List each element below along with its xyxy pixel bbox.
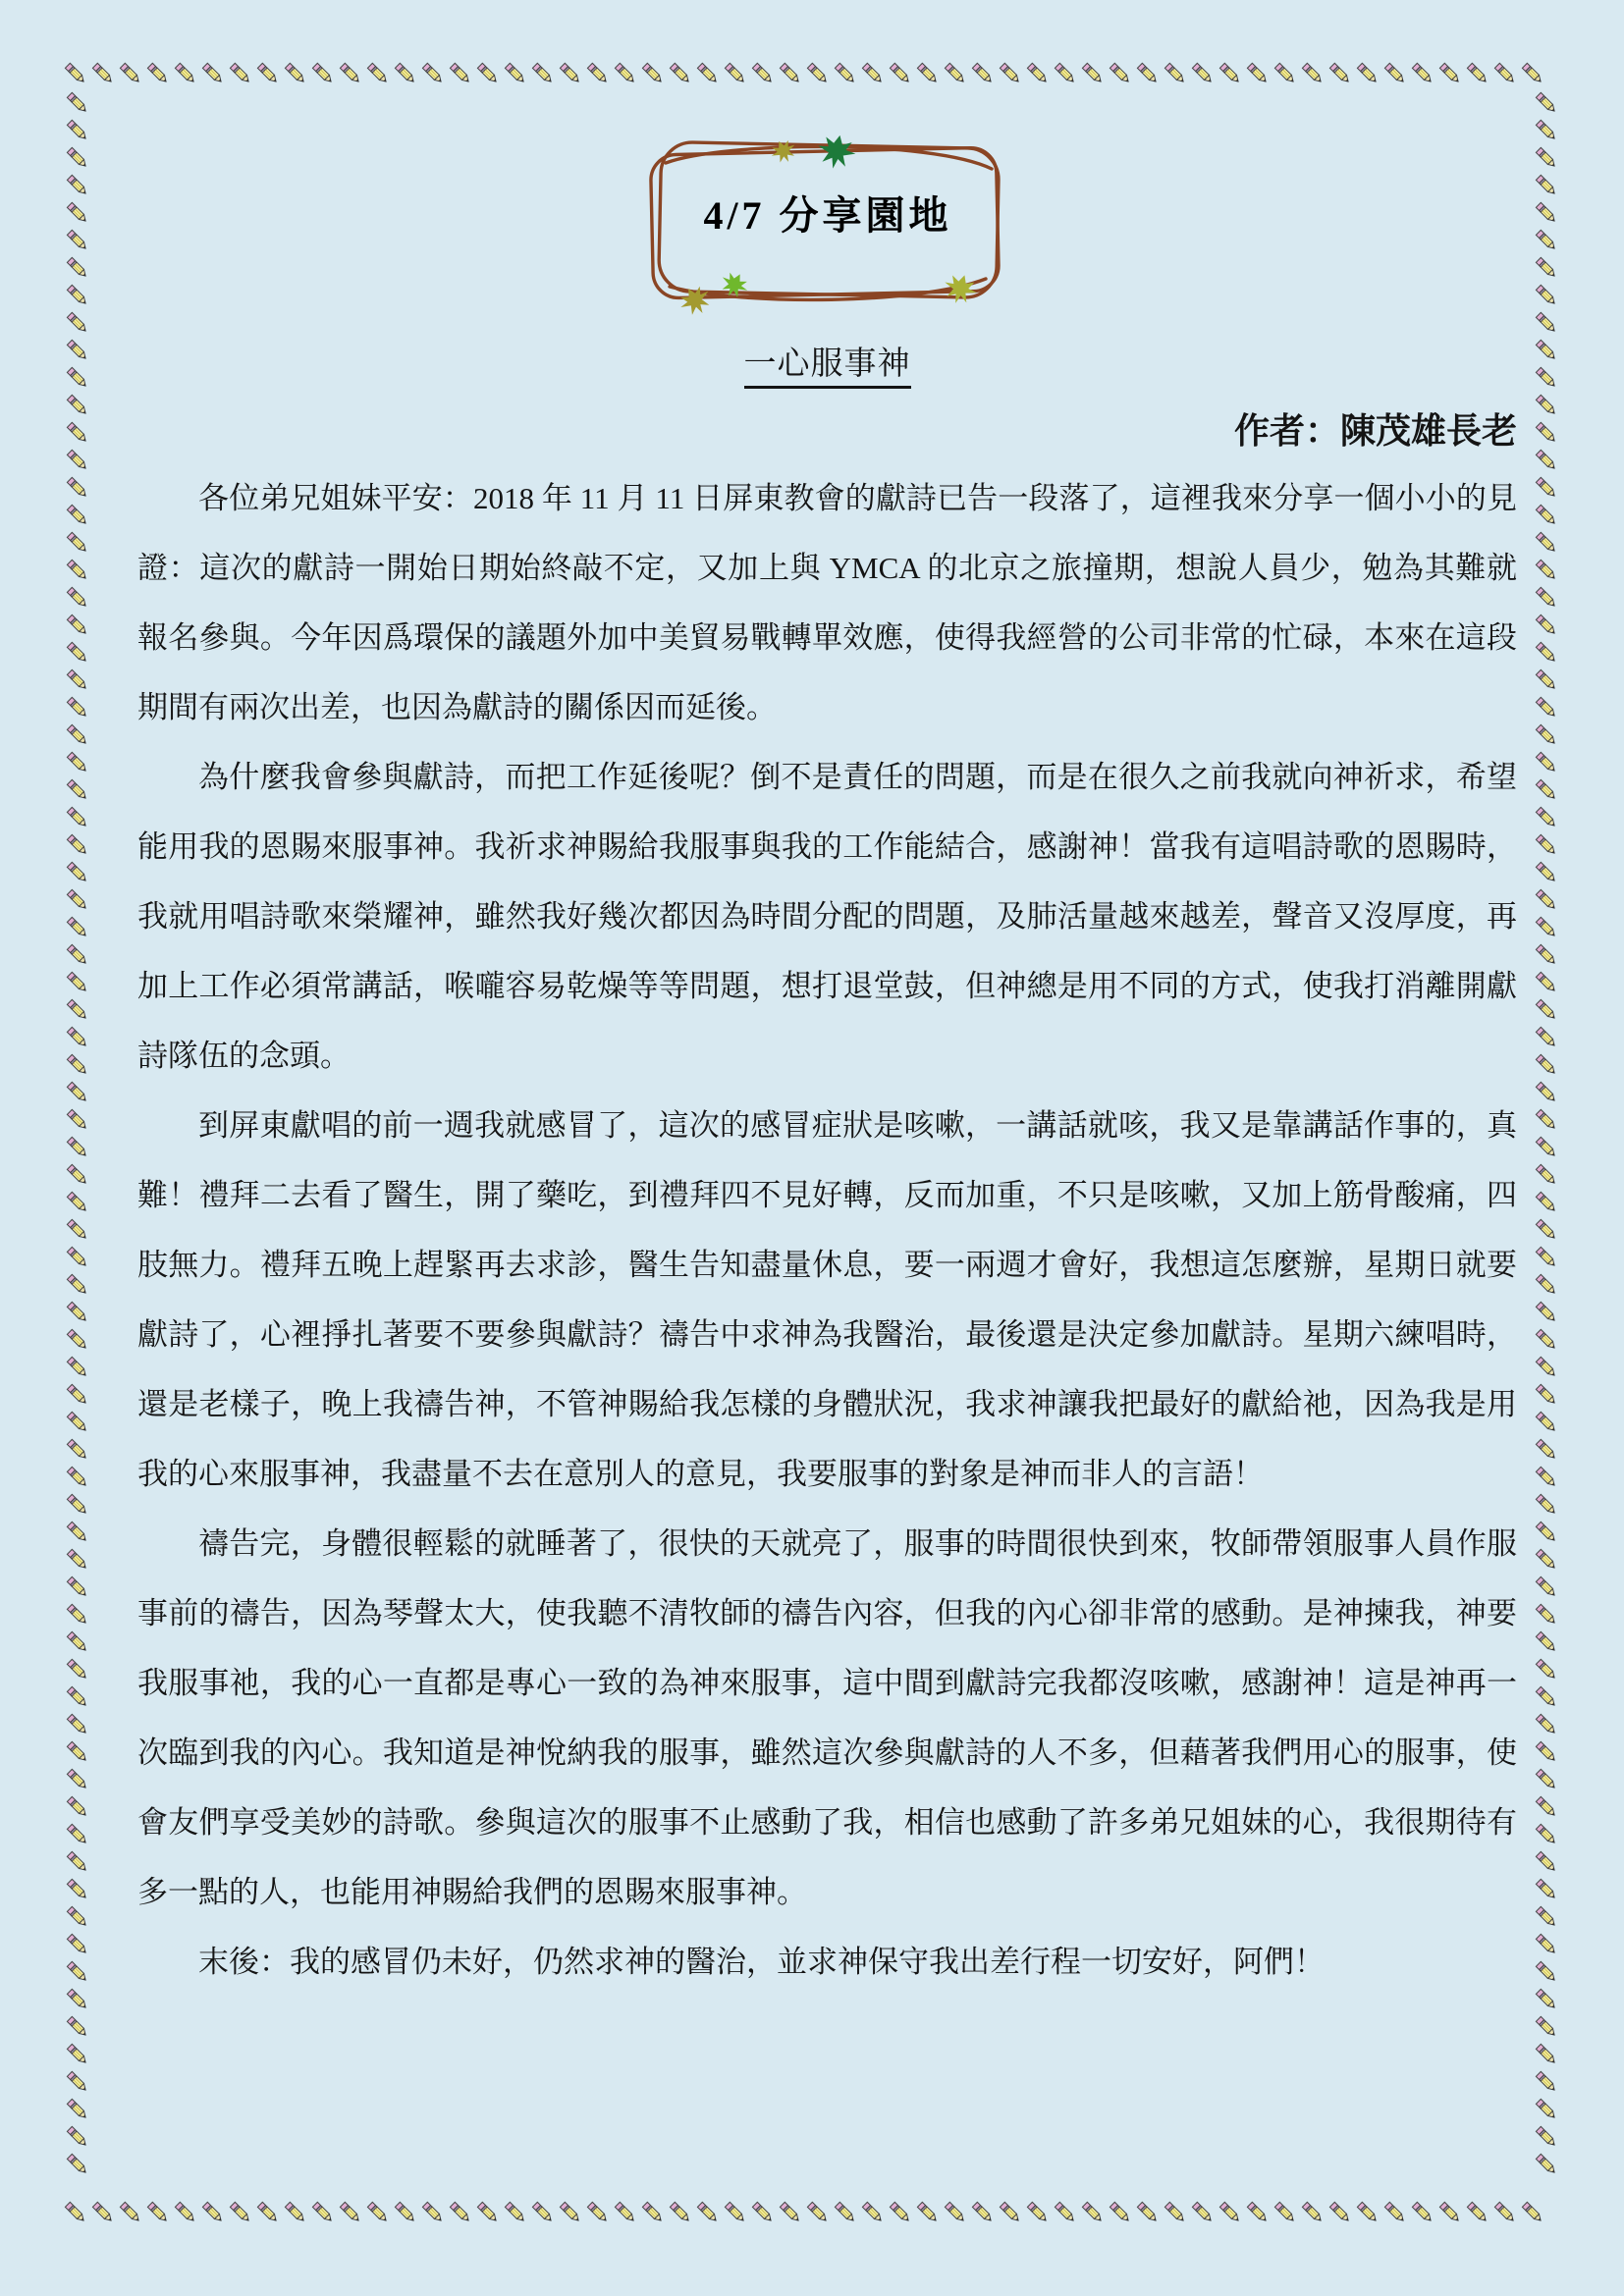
pencil-icon <box>65 613 90 638</box>
pencil-icon <box>1534 2042 1559 2067</box>
pencil-icon <box>65 1492 90 1518</box>
pencil-icon <box>1534 2097 1559 2122</box>
pencil-icon <box>1534 1904 1559 1930</box>
pencil-icon <box>65 1657 90 1682</box>
pencil-icon <box>145 61 171 86</box>
pencil-icon <box>65 1107 90 1133</box>
pencil-icon <box>1534 1987 1559 2012</box>
pencil-icon <box>998 2200 1023 2225</box>
pencil-icon <box>448 61 473 86</box>
pencil-icon <box>1534 667 1559 693</box>
pencil-icon <box>1534 860 1559 885</box>
pencil-icon <box>1410 61 1435 86</box>
pencil-icon <box>63 2200 88 2225</box>
pencil-icon <box>750 2200 776 2225</box>
pencil-icon <box>1534 365 1559 391</box>
pencil-icon <box>805 2200 831 2225</box>
pencil-icon <box>1534 997 1559 1023</box>
pencil-icon <box>65 942 90 968</box>
pencil-icon <box>1534 1217 1559 1243</box>
pencil-icon <box>1534 1080 1559 1105</box>
pencil-icon <box>65 2124 90 2150</box>
pencil-icon <box>65 1739 90 1765</box>
pencil-icon <box>1534 1492 1559 1518</box>
pencil-icon <box>65 283 90 308</box>
pencil-icon <box>1163 2200 1188 2225</box>
pencil-icon <box>90 61 116 86</box>
pencil-border-right <box>1534 90 1559 2201</box>
pencil-icon <box>1355 61 1380 86</box>
pencil-icon <box>1534 640 1559 666</box>
pencil-icon <box>1272 61 1298 86</box>
pencil-icon <box>228 2200 253 2225</box>
pencil-icon <box>833 61 858 86</box>
pencil-icon <box>65 1849 90 1875</box>
pencil-icon <box>65 200 90 226</box>
pencil-icon <box>1108 2200 1133 2225</box>
pencil-icon <box>65 420 90 446</box>
pencil-icon <box>65 2097 90 2122</box>
title-frame <box>636 130 1019 318</box>
pencil-icon <box>1534 1300 1559 1325</box>
pencil-icon <box>558 61 583 86</box>
pencil-icon <box>1437 2200 1463 2225</box>
pencil-icon <box>65 1410 90 1435</box>
pencil-icon <box>65 832 90 858</box>
pencil-icon <box>915 61 941 86</box>
pencil-icon <box>943 61 968 86</box>
pencil-icon <box>1534 1190 1559 1215</box>
pencil-icon <box>1534 1410 1559 1435</box>
pencil-icon <box>65 1822 90 1847</box>
pencil-icon <box>65 1355 90 1380</box>
pencil-icon <box>1534 145 1559 171</box>
pencil-icon <box>1534 200 1559 226</box>
pencil-icon <box>640 2200 666 2225</box>
pencil-icon <box>1410 2200 1435 2225</box>
pencil-icon <box>173 2200 198 2225</box>
pencil-border-left <box>65 90 90 2201</box>
pencil-icon <box>393 61 418 86</box>
pencil-icon <box>65 1272 90 1298</box>
pencil-icon <box>1534 420 1559 446</box>
pencil-icon <box>65 310 90 336</box>
pencil-icon <box>1272 2200 1298 2225</box>
pencil-icon <box>1534 1052 1559 1078</box>
pencil-icon <box>1327 2200 1353 2225</box>
pencil-icon <box>65 1437 90 1463</box>
pencil-border-bottom <box>63 2200 1561 2225</box>
pencil-icon <box>65 1135 90 1160</box>
pencil-icon <box>1534 832 1559 858</box>
pencil-icon <box>1135 2200 1161 2225</box>
pencil-icon <box>1534 2124 1559 2150</box>
paragraph: 各位弟兄姐妹平安：2018 年 11 月 11 日屏東教會的獻詩已告一段落了，這裡我來分享一個小小的見證：這次的獻詩一開始日期始終敲不定，又加上與 YMCA 的北京之旅撞期，想說人員少，勉為其難就報名參與。今年因爲環保的議題外加中美貿易戰轉單效應，使得我經營的公司非常的忙碌，本來在這段期間有兩次出差，也因為獻詩的關係因而延後。 <box>137 481 1517 724</box>
pencil-icon <box>65 1520 90 1545</box>
pencil-icon <box>1053 2200 1078 2225</box>
pencil-icon <box>65 1025 90 1050</box>
pencil-icon <box>1382 61 1408 86</box>
pencil-icon <box>1218 2200 1243 2225</box>
pencil-icon <box>1327 61 1353 86</box>
pencil-icon <box>1534 255 1559 281</box>
pencil-icon <box>65 1712 90 1737</box>
pencil-icon <box>65 722 90 748</box>
pencil-icon <box>530 61 556 86</box>
pencil-icon <box>1534 448 1559 473</box>
pencil-icon <box>1520 61 1545 86</box>
pencil-icon <box>65 2014 90 2040</box>
pencil-icon <box>1534 1657 1559 1682</box>
pencil-icon <box>65 475 90 501</box>
pencil-icon <box>420 61 446 86</box>
pencil-icon <box>1190 61 1216 86</box>
pencil-icon <box>1534 1877 1559 1902</box>
pencil-icon <box>1534 1135 1559 1160</box>
paragraph: 到屏東獻唱的前一週我就感冒了，這次的感冒症狀是咳嗽，一講話就咳，我又是靠講話作事的，真難！禮拜二去看了醫生，開了藥吃，到禮拜四不見好轉，反而加重，不只是咳嗽，又加上筋骨酸痛，四肢無力。禮拜五晚上趕緊再去求診，醫生告知盡量休息，要一兩週才會好，我想這怎麼辦，星期日就要獻詩了，心裡掙扎著要不要參與獻詩？禱告中求神為我醫治，最後還是決定參加獻詩。星期六練唱時，還是老樣子，晚上我禱告神，不管神賜給我怎樣的身體狀況，我求神讓我把最好的獻給祂，因為我是用我的心來服事神，我盡量不去在意別人的意見，我要服事的對象是神而非人的言語！ <box>137 1108 1517 1491</box>
pencil-icon <box>365 2200 391 2225</box>
pencil-icon <box>65 2042 90 2067</box>
pencil-icon <box>1534 1575 1559 1600</box>
pencil-icon <box>65 2069 90 2095</box>
article-subtitle-text: 一心服事神 <box>744 347 911 389</box>
pencil-icon <box>65 1080 90 1105</box>
pencil-icon <box>1534 1382 1559 1408</box>
pencil-icon <box>310 2200 336 2225</box>
pencil-icon <box>200 2200 226 2225</box>
pencil-icon <box>1534 1162 1559 1188</box>
pencil-icon <box>915 2200 941 2225</box>
pencil-icon <box>1534 1739 1559 1765</box>
pencil-icon <box>65 1629 90 1655</box>
pencil-icon <box>1492 61 1518 86</box>
pencil-icon <box>1437 61 1463 86</box>
paragraph: 末後：我的感冒仍未好，仍然求神的醫治，並求神保守我出差行程一切安好，阿們！ <box>198 1945 1325 1979</box>
pencil-icon <box>65 1794 90 1820</box>
pencil-icon <box>1534 1932 1559 1957</box>
pencil-icon <box>1465 2200 1490 2225</box>
pencil-icon <box>65 585 90 611</box>
pencil-icon <box>1534 1822 1559 1847</box>
pencil-icon <box>65 145 90 171</box>
pencil-icon <box>1534 1437 1559 1463</box>
pencil-icon <box>1108 61 1133 86</box>
pencil-icon <box>200 61 226 86</box>
pencil-icon <box>65 118 90 143</box>
pencil-icon <box>65 1575 90 1600</box>
paragraph: 禱告完，身體很輕鬆的就睡著了，很快的天就亮了，服事的時間很快到來，牧師帶領服事人員作服事前的禱告，因為琴聲太大，使我聽不清牧師的禱告內容，但我的內心卻非常的感動。是神揀我，神要我服事祂，我的心一直都是專心一致的為神來服事，這中間到獻詩完我都沒咳嗽，感謝神！這是神再一次臨到我的內心。我知道是神悅納我的服事，雖然這次參與獻詩的人不多，但藉著我們用心的服事，使會友們享受美妙的詩歌。參與這次的服事不止感動了我，相信也感動了許多弟兄姐妹的心，我很期待有多一點的人，也能用神賜給我們的恩賜來服事神。 <box>137 1526 1517 1909</box>
pencil-icon <box>118 61 143 86</box>
pencil-icon <box>1534 1245 1559 1270</box>
pencil-icon <box>585 61 611 86</box>
pencil-icon <box>778 61 803 86</box>
page-title: 4/7 分享園地 <box>703 193 952 238</box>
pencil-icon <box>1534 1107 1559 1133</box>
pencil-icon <box>943 2200 968 2225</box>
pencil-icon <box>65 1217 90 1243</box>
pencil-icon <box>1534 558 1559 583</box>
pencil-icon <box>65 393 90 418</box>
pencil-icon <box>65 970 90 995</box>
pencil-icon <box>1534 228 1559 253</box>
pencil-icon <box>1534 1684 1559 1710</box>
pencil-icon <box>65 503 90 528</box>
pencil-icon <box>1534 1355 1559 1380</box>
paragraph: 為什麼我會參與獻詩，而把工作延後呢？倒不是責任的問題，而是在很久之前我就向神祈求，希望能用我的恩賜來服事神。我祈求神賜給我服事與我的工作能結合，感謝神！當我有這唱詩歌的恩賜時，我就用唱詩歌來榮耀神，雖然我好幾次都因為時間分配的問題，及肺活量越來越差，聲音又沒厚度，再加上工作必須常講話，喉嚨容易乾燥等等問題，想打退堂鼓，但神總是用不同的方式，使我打消離開獻詩隊伍的念頭。 <box>137 760 1517 1073</box>
pencil-icon <box>448 2200 473 2225</box>
pencil-icon <box>1163 61 1188 86</box>
pencil-icon <box>65 750 90 775</box>
pencil-icon <box>1382 2200 1408 2225</box>
pencil-icon <box>1135 61 1161 86</box>
pencil-icon <box>65 667 90 693</box>
pencil-icon <box>65 915 90 940</box>
pencil-icon <box>65 1547 90 1573</box>
pencil-icon <box>998 61 1023 86</box>
pencil-icon <box>970 2200 996 2225</box>
pencil-icon <box>65 1932 90 1957</box>
pencil-icon <box>1534 777 1559 803</box>
article <box>137 338 1517 1997</box>
pencil-icon <box>1534 283 1559 308</box>
pencil-icon <box>228 61 253 86</box>
pencil-icon <box>65 1300 90 1325</box>
pencil-icon <box>1534 503 1559 528</box>
pencil-icon <box>1534 1959 1559 1985</box>
pencil-icon <box>255 61 281 86</box>
pencil-icon <box>1245 2200 1271 2225</box>
pencil-icon <box>393 2200 418 2225</box>
pencil-icon <box>65 777 90 803</box>
pencil-icon <box>65 695 90 721</box>
pencil-icon <box>1534 887 1559 913</box>
pencil-icon <box>1534 338 1559 363</box>
pencil-icon <box>1534 310 1559 336</box>
pencil-icon <box>1520 2200 1545 2225</box>
pencil-icon <box>695 2200 721 2225</box>
pencil-icon <box>833 2200 858 2225</box>
pencil-icon <box>1534 475 1559 501</box>
pencil-icon <box>888 61 913 86</box>
pencil-icon <box>65 228 90 253</box>
pencil-icon <box>1534 2152 1559 2177</box>
pencil-icon <box>1300 61 1326 86</box>
pencil-icon <box>65 805 90 830</box>
pencil-icon <box>475 61 501 86</box>
pencil-icon <box>530 2200 556 2225</box>
pencil-icon <box>1053 61 1078 86</box>
pencil-icon <box>805 61 831 86</box>
pencil-icon <box>65 173 90 198</box>
pencil-icon <box>1534 1767 1559 1792</box>
pencil-icon <box>1534 1327 1559 1353</box>
pencil-icon <box>723 61 748 86</box>
pencil-icon <box>65 1904 90 1930</box>
pencil-icon <box>1534 695 1559 721</box>
pencil-icon <box>1534 1272 1559 1298</box>
article-subtitle <box>137 338 1517 384</box>
pencil-icon <box>63 61 88 86</box>
pencil-icon <box>750 61 776 86</box>
pencil-icon <box>640 61 666 86</box>
pencil-icon <box>1534 1465 1559 1490</box>
pencil-icon <box>173 61 198 86</box>
pencil-icon <box>65 530 90 556</box>
pencil-icon <box>65 1382 90 1408</box>
pencil-icon <box>65 1602 90 1628</box>
pencil-icon <box>1465 61 1490 86</box>
article-body <box>137 463 1517 1997</box>
pencil-icon <box>1534 613 1559 638</box>
pencil-icon <box>1534 530 1559 556</box>
pencil-icon <box>475 2200 501 2225</box>
pencil-icon <box>668 61 693 86</box>
pencil-icon <box>503 61 528 86</box>
pencil-icon <box>888 2200 913 2225</box>
pencil-icon <box>1534 805 1559 830</box>
pencil-icon <box>65 1767 90 1792</box>
pencil-icon <box>1534 1794 1559 1820</box>
pencil-icon <box>1025 2200 1051 2225</box>
pencil-icon <box>65 1877 90 1902</box>
pencil-icon <box>1534 1629 1559 1655</box>
pencil-icon <box>65 1162 90 1188</box>
pencil-icon <box>1534 750 1559 775</box>
pencil-icon <box>65 1190 90 1215</box>
pencil-icon <box>1025 61 1051 86</box>
pencil-icon <box>65 1465 90 1490</box>
pencil-icon <box>1534 1712 1559 1737</box>
pencil-icon <box>65 1327 90 1353</box>
pencil-icon <box>778 2200 803 2225</box>
pencil-icon <box>1245 61 1271 86</box>
pencil-icon <box>1534 585 1559 611</box>
pencil-icon <box>65 860 90 885</box>
pencil-icon <box>65 640 90 666</box>
pencil-icon <box>1218 61 1243 86</box>
pencil-icon <box>1080 2200 1106 2225</box>
pencil-icon <box>1534 173 1559 198</box>
pencil-icon <box>1190 2200 1216 2225</box>
pencil-icon <box>65 255 90 281</box>
pencil-icon <box>283 2200 308 2225</box>
pencil-icon <box>1534 722 1559 748</box>
pencil-icon <box>1534 1849 1559 1875</box>
pencil-icon <box>1355 2200 1380 2225</box>
pencil-icon <box>283 61 308 86</box>
pencil-icon <box>970 61 996 86</box>
pencil-icon <box>1534 2069 1559 2095</box>
pencil-icon <box>1534 915 1559 940</box>
pencil-icon <box>1534 970 1559 995</box>
pencil-icon <box>1534 1547 1559 1573</box>
pencil-icon <box>503 2200 528 2225</box>
pencil-icon <box>65 1987 90 2012</box>
pencil-icon <box>1080 61 1106 86</box>
pencil-icon <box>1534 942 1559 968</box>
pencil-icon <box>1534 118 1559 143</box>
pencil-icon <box>1534 1520 1559 1545</box>
pencil-icon <box>65 558 90 583</box>
pencil-icon <box>365 61 391 86</box>
pencil-icon <box>65 2152 90 2177</box>
pencil-icon <box>558 2200 583 2225</box>
pencil-icon <box>420 2200 446 2225</box>
pencil-icon <box>65 365 90 391</box>
pencil-icon <box>1534 2014 1559 2040</box>
pencil-icon <box>65 1245 90 1270</box>
pencil-icon <box>860 2200 886 2225</box>
pencil-icon <box>65 887 90 913</box>
pencil-icon <box>613 61 638 86</box>
pencil-icon <box>338 61 363 86</box>
pencil-icon <box>65 338 90 363</box>
pencil-icon <box>723 2200 748 2225</box>
pencil-icon <box>65 1684 90 1710</box>
pencil-icon <box>1300 2200 1326 2225</box>
pencil-icon <box>1534 1602 1559 1628</box>
pencil-icon <box>310 61 336 86</box>
author-line: 作者：陳茂雄長老 <box>1233 411 1517 451</box>
pencil-border-top <box>63 61 1561 86</box>
pencil-icon <box>338 2200 363 2225</box>
pencil-icon <box>1534 90 1559 116</box>
pencil-icon <box>255 2200 281 2225</box>
pencil-icon <box>668 2200 693 2225</box>
pencil-icon <box>90 2200 116 2225</box>
pencil-icon <box>65 90 90 116</box>
pencil-icon <box>1492 2200 1518 2225</box>
pencil-icon <box>1534 1025 1559 1050</box>
pencil-icon <box>695 61 721 86</box>
pencil-icon <box>65 997 90 1023</box>
pencil-icon <box>65 1052 90 1078</box>
pencil-icon <box>613 2200 638 2225</box>
pencil-icon <box>860 61 886 86</box>
pencil-icon <box>65 448 90 473</box>
pencil-icon <box>585 2200 611 2225</box>
pencil-icon <box>145 2200 171 2225</box>
pencil-icon <box>1534 393 1559 418</box>
pencil-icon <box>118 2200 143 2225</box>
pencil-icon <box>65 1959 90 1985</box>
